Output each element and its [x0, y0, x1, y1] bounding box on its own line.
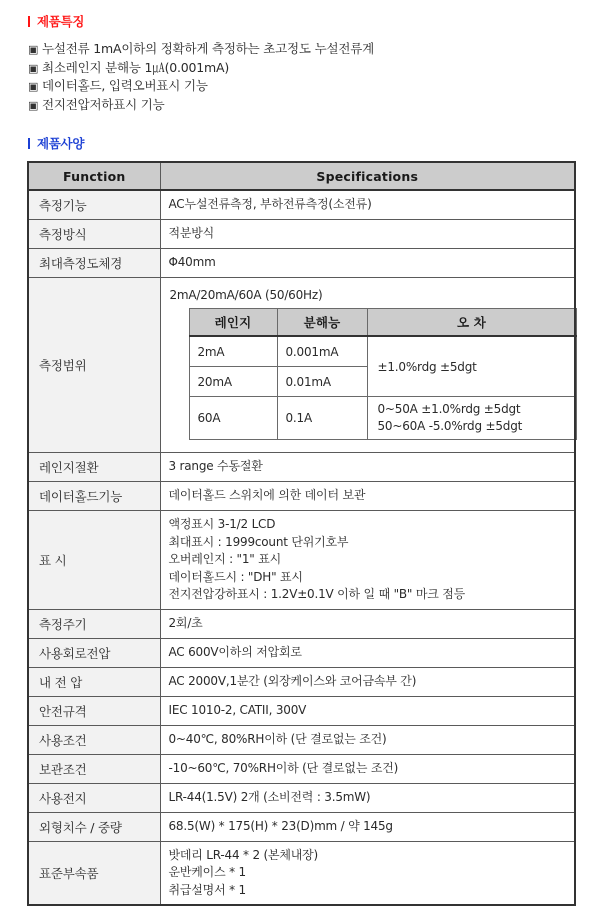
row-label: 측정범위 — [28, 278, 160, 453]
value-line: 밧데리 LR-44 * 2 (본체내장) — [168, 847, 319, 862]
feature-text: 전지전압저하표시 기능 — [42, 96, 165, 112]
row-value — [160, 511, 575, 610]
error-value-60a — [367, 397, 576, 440]
list-item — [28, 59, 600, 78]
value-line: AC 600V이하의 저압회로 — [168, 644, 302, 659]
row-label: 사용조건 — [28, 725, 160, 754]
range-lead-text: 2mA/20mA/60A (50/60Hz) — [169, 288, 323, 302]
row-value — [160, 725, 575, 754]
row-value — [160, 841, 575, 905]
heading-accent-bar — [28, 16, 30, 27]
row-label: 보관조건 — [28, 754, 160, 783]
value-line: 68.5(W) * 175(H) * 23(D)mm / 약 145g — [168, 818, 393, 833]
value-line: 데이터홀드시 : "DH" 표시 — [168, 569, 303, 584]
feature-text: 최소레인지 분해능 1㎂(0.001mA) — [42, 59, 230, 75]
value-line: -10~60℃, 70%RH이하 (단 결로없는 조건) — [168, 760, 399, 775]
specs-section-heading — [28, 134, 600, 152]
square-bullet-icon: ▣ — [28, 61, 39, 75]
list-item — [28, 96, 600, 115]
value-line: 전지전압강하표시 : 1.2V±0.1V 이하 일 때 "B" 마크 점등 — [168, 587, 466, 601]
table-row-display — [28, 511, 575, 610]
table-row — [28, 638, 575, 667]
value-line: 적분방식 — [168, 226, 215, 241]
value-line: AC 2000V,1분간 (외장케이스와 코어금속부 간) — [168, 673, 417, 688]
value-line: 액정표시 3-1/2 LCD — [168, 517, 276, 531]
row-label: 안전규격 — [28, 696, 160, 725]
section-spacer — [0, 114, 600, 134]
range-value: 60A — [189, 397, 277, 440]
feature-text: 누설전류 1mA이하의 정확하게 측정하는 초고정도 누설전류계 — [42, 41, 374, 56]
table-row — [28, 783, 575, 812]
row-value — [160, 453, 575, 482]
row-value — [160, 754, 575, 783]
error-line: 50~60A -5.0%rdg ±5dgt — [377, 419, 523, 433]
range-value: 20mA — [189, 367, 277, 397]
row-label: 사용회로전압 — [28, 638, 160, 667]
features-list — [28, 40, 600, 114]
row-value — [160, 638, 575, 667]
row-label: 외형치수 / 중량 — [28, 812, 160, 841]
row-label: 측정기능 — [28, 190, 160, 220]
list-item — [28, 77, 600, 96]
sub-column-header-error: 오 차 — [367, 309, 576, 337]
table-row — [28, 453, 575, 482]
column-header-function: Function — [28, 162, 160, 190]
row-label: 측정주기 — [28, 609, 160, 638]
row-value — [160, 249, 575, 278]
table-row — [28, 220, 575, 249]
product-spec-page — [0, 12, 600, 897]
range-sub-table — [189, 308, 577, 440]
table-row — [28, 725, 575, 754]
table-row — [28, 249, 575, 278]
resolution-value: 0.01mA — [277, 367, 367, 397]
resolution-value: 0.001mA — [277, 336, 367, 367]
table-row — [28, 609, 575, 638]
table-row — [28, 667, 575, 696]
row-label: 사용전지 — [28, 783, 160, 812]
value-line: AC누설전류측정, 부하전류측정(소전류) — [168, 197, 372, 212]
table-row-accessories — [28, 841, 575, 905]
square-bullet-icon: ▣ — [28, 80, 39, 93]
range-value: 2mA — [189, 336, 277, 367]
sub-table-row — [189, 397, 576, 440]
square-bullet-icon: ▣ — [28, 43, 39, 56]
table-row-measurement-range — [28, 278, 575, 453]
row-label: 최대측정도체경 — [28, 249, 160, 278]
row-value — [160, 220, 575, 249]
value-line: 2회/초 — [168, 615, 203, 630]
value-line: 최대표시 : 1999count 단위기호부 — [168, 534, 349, 549]
value-line: 0~40℃, 80%RH이하 (단 결로없는 조건) — [168, 731, 387, 746]
row-value — [160, 696, 575, 725]
features-heading-text: 제품특징 — [37, 14, 85, 29]
value-line: 3 range 수동절환 — [168, 459, 263, 474]
table-row — [28, 696, 575, 725]
row-value — [160, 482, 575, 511]
list-item — [28, 40, 600, 59]
value-line: IEC 1010-2, CATII, 300V — [168, 702, 307, 717]
heading-accent-bar — [28, 138, 30, 149]
row-value — [160, 783, 575, 812]
feature-text: 데이터홀드, 입력오버표시 기능 — [42, 78, 208, 93]
table-row — [28, 754, 575, 783]
row-value — [160, 609, 575, 638]
value-line: 데이터홀드 스위치에 의한 데이터 보관 — [168, 488, 366, 503]
error-value-merged: ±1.0%rdg ±5dgt — [367, 336, 576, 397]
sub-column-header-resolution: 분해능 — [277, 309, 367, 337]
row-value — [160, 190, 575, 220]
value-line: 취급설명서 * 1 — [168, 882, 246, 897]
value-line: 운반케이스 * 1 — [168, 865, 246, 879]
sub-column-header-range: 레인지 — [189, 309, 277, 337]
row-label: 표 시 — [28, 511, 160, 610]
row-value — [160, 278, 575, 453]
value-line: LR-44(1.5V) 2개 (소비전력 : 3.5mW) — [168, 789, 371, 804]
value-line: Φ40mm — [168, 255, 216, 270]
column-header-specifications: Specifications — [160, 162, 575, 190]
sub-table-header-row — [189, 309, 576, 337]
error-line: 0~50A ±1.0%rdg ±5dgt — [377, 402, 521, 416]
resolution-value: 0.1A — [277, 397, 367, 440]
row-label: 내 전 압 — [28, 667, 160, 696]
row-value — [160, 667, 575, 696]
table-header-row — [28, 162, 575, 190]
table-row — [28, 482, 575, 511]
row-label: 레인지절환 — [28, 453, 160, 482]
square-bullet-icon: ▣ — [28, 98, 39, 112]
row-label: 표준부속품 — [28, 841, 160, 905]
row-label: 측정방식 — [28, 220, 160, 249]
features-section-heading — [28, 12, 600, 30]
value-line: 오버레인지 : "1" 표시 — [168, 552, 282, 566]
specifications-table — [27, 161, 576, 906]
specs-heading-text: 제품사양 — [37, 136, 85, 151]
row-label: 데이터홀드기능 — [28, 482, 160, 511]
row-value — [160, 812, 575, 841]
sub-table-row — [189, 336, 576, 367]
table-row — [28, 812, 575, 841]
table-row — [28, 190, 575, 220]
